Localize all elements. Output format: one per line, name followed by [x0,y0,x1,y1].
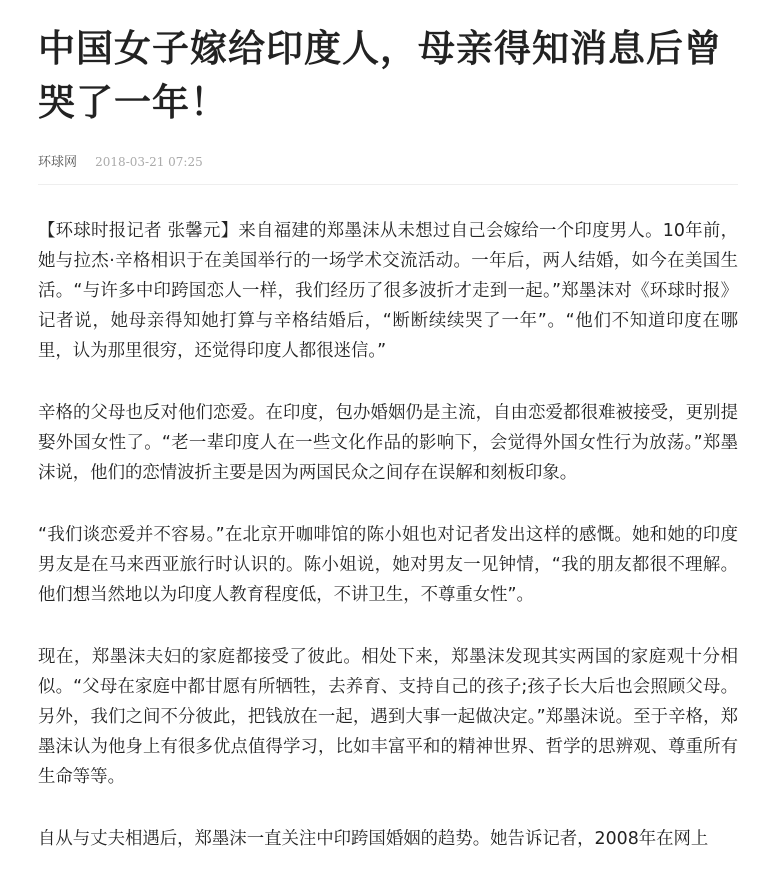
article-paragraph: “我们谈恋爱并不容易。”在北京开咖啡馆的陈小姐也对记者发出这样的感慨。她和她的印度男友是在马来西亚旅行时认识的。陈小姐说，她对男友一见钟情，“我的朋友都很不理解。他们想当然地以为印度人教育程度低，不讲卫生，不尊重女性”。 [38,525,738,605]
article-source[interactable]: 环球网 [38,155,78,170]
article-paragraph: 辛格的父母也反对他们恋爱。在印度，包办婚姻仍是主流，自由恋爱都很难被接受，更别提娶外国女性了。“老一辈印度人在一些文化作品的影响下，会觉得外国女性行为放荡。”郑墨沫说，他们的恋情波折主要是因为两国民众之间存在误解和刻板印象。 [38,403,738,483]
article-timestamp: 2018-03-21 07:25 [95,155,203,169]
article-paragraph: 现在，郑墨沫夫妇的家庭都接受了彼此。相处下来，郑墨沫发现其实两国的家庭观十分相似。“父母在家庭中都甘愿有所牺牲，去养育、支持自己的孩子;孩子长大后也会照顾父母。另外，我们之间不分彼此，把钱放在一起，遇到大事一起做决定。”郑墨沫说。至于辛格，郑墨沫认为他身上有很多优点值得学习，比如丰富平和的精神世界、哲学的思辨观、尊重所有生命等等。 [38,647,738,787]
article-paragraph: 【环球时报记者 张馨元】来自福建的郑墨沫从未想过自己会嫁给一个印度男人。10年前，她与拉杰·辛格相识于在美国举行的一场学术交流活动。一年后，两人结婚，如今在美国生活。“与许多中印跨国恋人一样，我们经历了很多波折才走到一起。”郑墨沫对《环球时报》记者说，她母亲得知她打算与辛格结婚后，“断断续续哭了一年”。“他们不知道印度在哪里，认为那里很穷，还觉得印度人都很迷信。” [38,221,738,361]
article-meta [38,152,738,172]
article-body [38,216,738,854]
meta-divider [38,184,738,185]
article-paragraph: 自从与丈夫相遇后，郑墨沫一直关注中印跨国婚姻的趋势。她告诉记者，2008年在网上 [38,829,709,849]
article-title: 中国女子嫁给印度人，母亲得知消息后曾哭了一年！ [38,27,722,124]
article [38,0,738,886]
